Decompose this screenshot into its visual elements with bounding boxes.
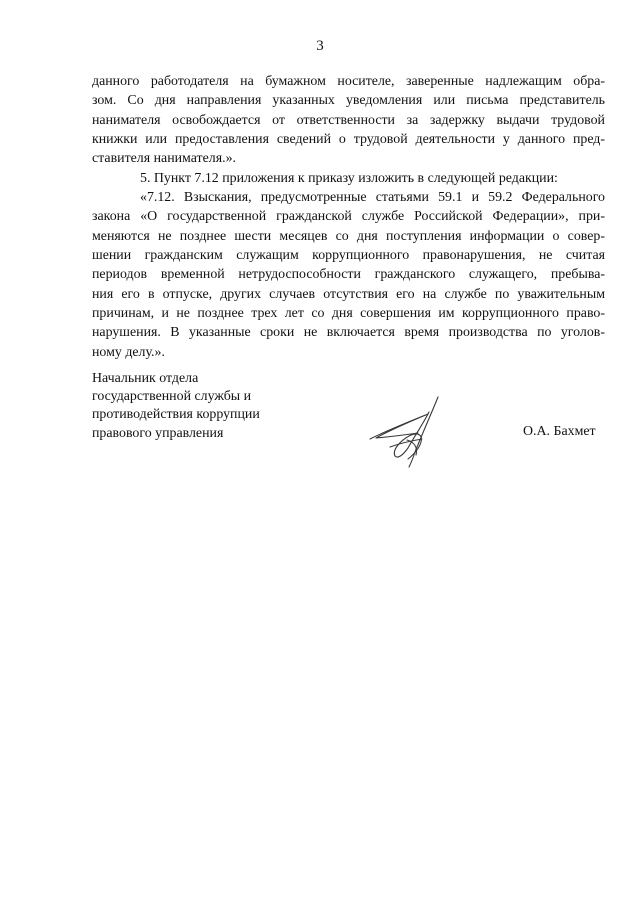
text-line: нарушения. В указанные сроки не включается время производства по уголов-	[92, 325, 605, 341]
paragraph-continuation	[92, 72, 605, 169]
paragraph-item-5	[92, 169, 605, 188]
text-line: «7.12. Взыскания, предусмотренные статьями 59.1 и 59.2 Федерального	[140, 190, 605, 206]
text-line: 5. Пункт 7.12 приложения к приказу изложить в следующей редакции:	[140, 170, 558, 186]
text-line: меняются не позднее шести месяцев со дня поступления информации о совер-	[92, 228, 605, 244]
page-number: 3	[316, 38, 324, 54]
paragraph-quoted-7-12	[92, 188, 605, 362]
text-line: зом. Со дня направления указанных уведомления или письма представитель	[92, 93, 605, 109]
text-line: книжки или предоставления сведений о трудовой деятельности у данного пред-	[92, 132, 605, 148]
text-line: закона «О государственной гражданской службе Российской Федерации», при-	[92, 209, 605, 225]
text-line: данного работодателя на бумажном носителе, заверенные надлежащим обра-	[92, 74, 605, 89]
text-line: ния его в отпуске, других случаев отсутствия его на службе по уважительным	[92, 286, 605, 302]
signer-position-line: правового управления	[92, 425, 224, 441]
text-line: причинам, и не позднее трех лет со дня совершения им коррупционного право-	[92, 306, 605, 322]
signer-name: О.А. Бахмет	[523, 424, 596, 439]
signer-position	[92, 370, 260, 443]
signer-position-line: Начальник отдела	[92, 371, 199, 386]
handwritten-signature	[362, 392, 472, 472]
signer-position-line: противодействия коррупции	[92, 407, 260, 423]
text-line: ному делу.».	[92, 344, 165, 360]
signer-position-line: государственной службы и	[92, 389, 252, 405]
text-line: ставителя нанимателя.».	[92, 151, 237, 167]
document-body	[92, 72, 605, 362]
text-line: нанимателя освобождается от ответственности за задержку выдачи трудовой	[92, 112, 605, 128]
text-line: шении гражданским служащим коррупционного правонарушения, не считая	[92, 248, 605, 264]
text-line: периодов временной нетрудоспособности гражданского служащего, пребыва-	[92, 267, 605, 283]
